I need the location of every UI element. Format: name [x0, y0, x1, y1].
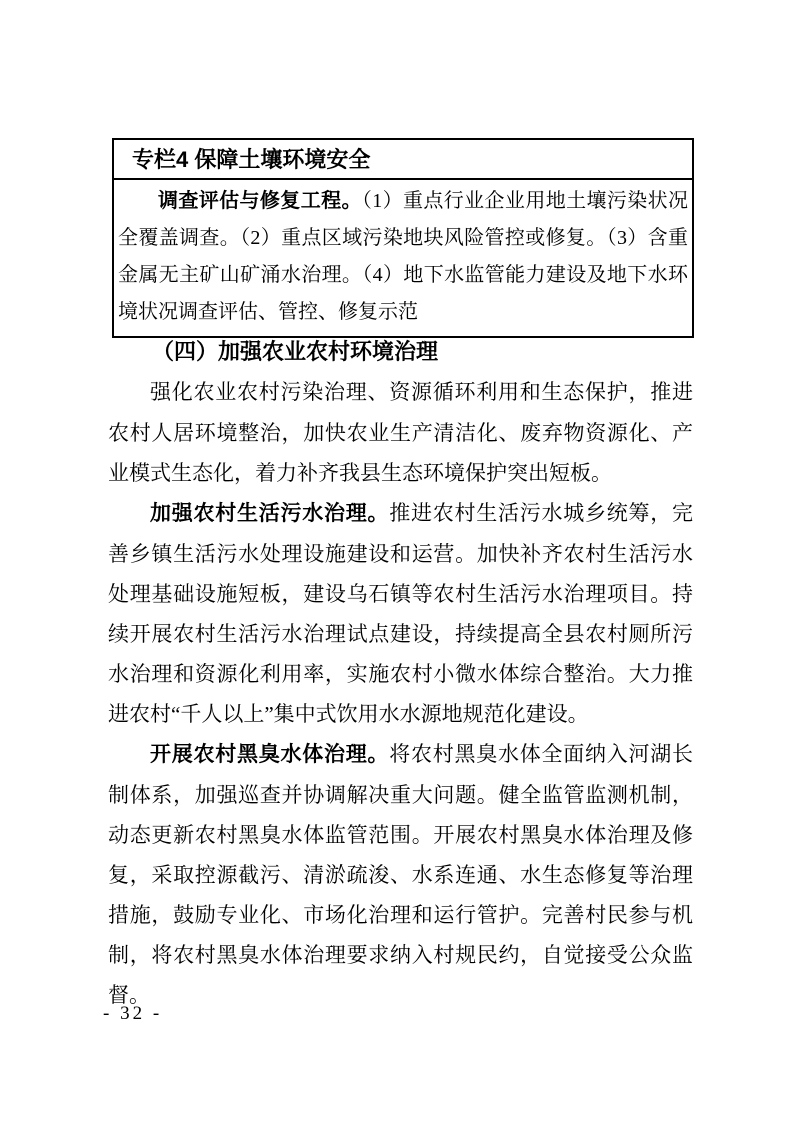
- page-number: - 32 -: [103, 1003, 163, 1024]
- paragraph-black-odorous-water-lead: 开展农村黑臭水体治理。: [150, 743, 390, 766]
- paragraph-black-odorous-water: [108, 734, 693, 1015]
- callout-box-title: 专栏4 保障土壤环境安全: [114, 140, 692, 180]
- paragraph-overview-text: 强化农业农村污染治理、资源循环利用和生态保护，推进农村人居环境整治，加快农业生产清洁化、废弃物资源化、产业模式生态化，着力补齐我县生态环境保护突出短板。: [108, 380, 693, 485]
- paragraph-black-odorous-water-text: 将农村黑臭水体全面纳入河湖长制体系，加强巡查并协调解决重大问题。健全监管监测机制，动态更新农村黑臭水体监管范围。开展农村黑臭水体治理及修复，采取控源截污、清淤疏浚、水系连通、水生态修复等治理措施，鼓励专业化、市场化治理和运行管护。完善村民参与机制，将农村黑臭水体治理要求纳入村规民约，自觉接受公众监督。: [108, 742, 693, 1007]
- paragraph-sewage-treatment: [108, 493, 693, 734]
- section-heading: （四）加强农业农村环境治理: [152, 339, 439, 364]
- callout-box-body-text: （1）重点行业企业用地土壤污染状况全覆盖调查。（2）重点区域污染地块风险管控或修复。（3）含重金属无主矿山矿涌水治理。（4）地下水监管能力建设及地下水环境状况调查评估、管控、修复示范: [118, 190, 689, 323]
- paragraph-sewage-treatment-text: 推进农村生活污水城乡统筹，完善乡镇生活污水处理设施建设和运营。加快补齐农村生活污水处理基础设施短板，建设乌石镇等农村生活污水治理项目。持续开展农村生活污水治理试点建设，持续提高全县农村厕所污水治理和资源化利用率，实施农村小微水体综合整治。大力推进农村“千人以上”集中式饮用水水源地规范化建设。: [108, 501, 693, 726]
- callout-box-body: [114, 180, 692, 336]
- callout-box-lead-sentence: 调查评估与修复工程。: [158, 190, 362, 212]
- main-content: [108, 332, 693, 1015]
- paragraph-sewage-treatment-lead: 加强农村生活污水治理。: [150, 502, 390, 525]
- paragraph-overview: [108, 372, 693, 493]
- callout-box-column4: [112, 138, 694, 338]
